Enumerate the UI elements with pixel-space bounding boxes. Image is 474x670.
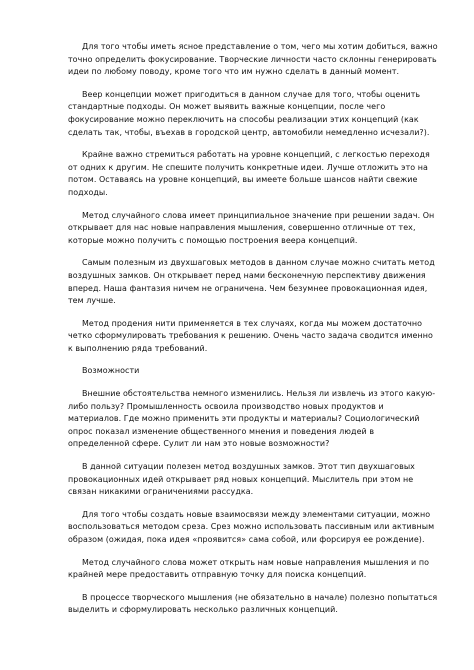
paragraph-circumstances: Внешние обстоятельства немного изменились. Нельзя ли извлечь из этого какую-либо пользу? Промышленность освоила производство новых продуктов и материалов. Где можно применить эти продукты и материалы? Социологический опрос показал изменение общественного мнения и поведения людей в определенной сфере. Сулит ли нам это новые возможности? [68,389,436,449]
paragraph-threading: Метод продения нити применяется в тех случаях, когда мы можем достаточно четко сформулировать требования к решению. Очень часто задача сводится именно к выполнению ряда требований. [68,318,433,353]
paragraph-situation: В данной ситуации полезен метод воздушных замков. Этот тип двухшаговых провокационных идей открывает ряд новых концепций. Мыслитель при этом не связан никакими ограничениями рассудка. [68,462,415,497]
paragraph-random-word: Метод случайного слова имеет принципиальное значение при решении задач. Он открывает для нас новые направления мышления, совершенно отличные от тех, которые можно получить с помощью построения веера концепций. [68,210,435,245]
paragraph-concept-fan: Веер концепции может пригодиться в данном случае для того, чтобы оценить стандартные подходы. Он может выявить важные концепции, после чего фокусирование можно переключить на способы реализации этих концепций (как сделать так, чтобы, въехав в городской центр, автомобили немедленно исчезали?). [68,89,430,137]
paragraph-concept-level: Крайне важно стремиться работать на уровне концепций, с легкостью переходя от одних к другим. Не спешите получить конкретные идеи. Лучше отложить это на потом. Оставаясь на уровне концепций, вы имеете больше шансов найти свежие подходы. [68,150,430,197]
paragraph-cut-method: Для того чтобы создать новые взаимосвязи между элементами ситуации, можно воспользоваться методом среза. Срез можно использовать пассивным или активным образом (ожидая, пока идея «проявится» сама собой, или форсируя ее рождение). [68,509,435,544]
paragraph-air-castles: Самым полезным из двухшаговых методов в данном случае можно считать метод воздушных замков. Он открывает перед нами бесконечную перспективу движения вперед. Наша фантазия ничем не ограничена. Чем безумнее провокационная идея, тем лучше. [68,258,435,306]
section-heading-opportunities: Возможности [82,366,140,376]
paragraph-creative-process: В процессе творческого мышления (не обязательно в начале) полезно попытаться выделить и сформулировать несколько различных концепций. [68,592,438,615]
paragraph-focus: Для того чтобы иметь ясное представление о том, чего мы хотим добиться, важно точно определить фокусирование. Творческие личности часто склонны генерировать идеи по любому поводу, кроме того что им нужно сделать в данный момент. [68,42,438,77]
paragraph-random-word-2: Метод случайного слова может открыть нам новые направления мышления и по крайней мере предоставить отправную точку для поиска концепций. [68,557,430,580]
